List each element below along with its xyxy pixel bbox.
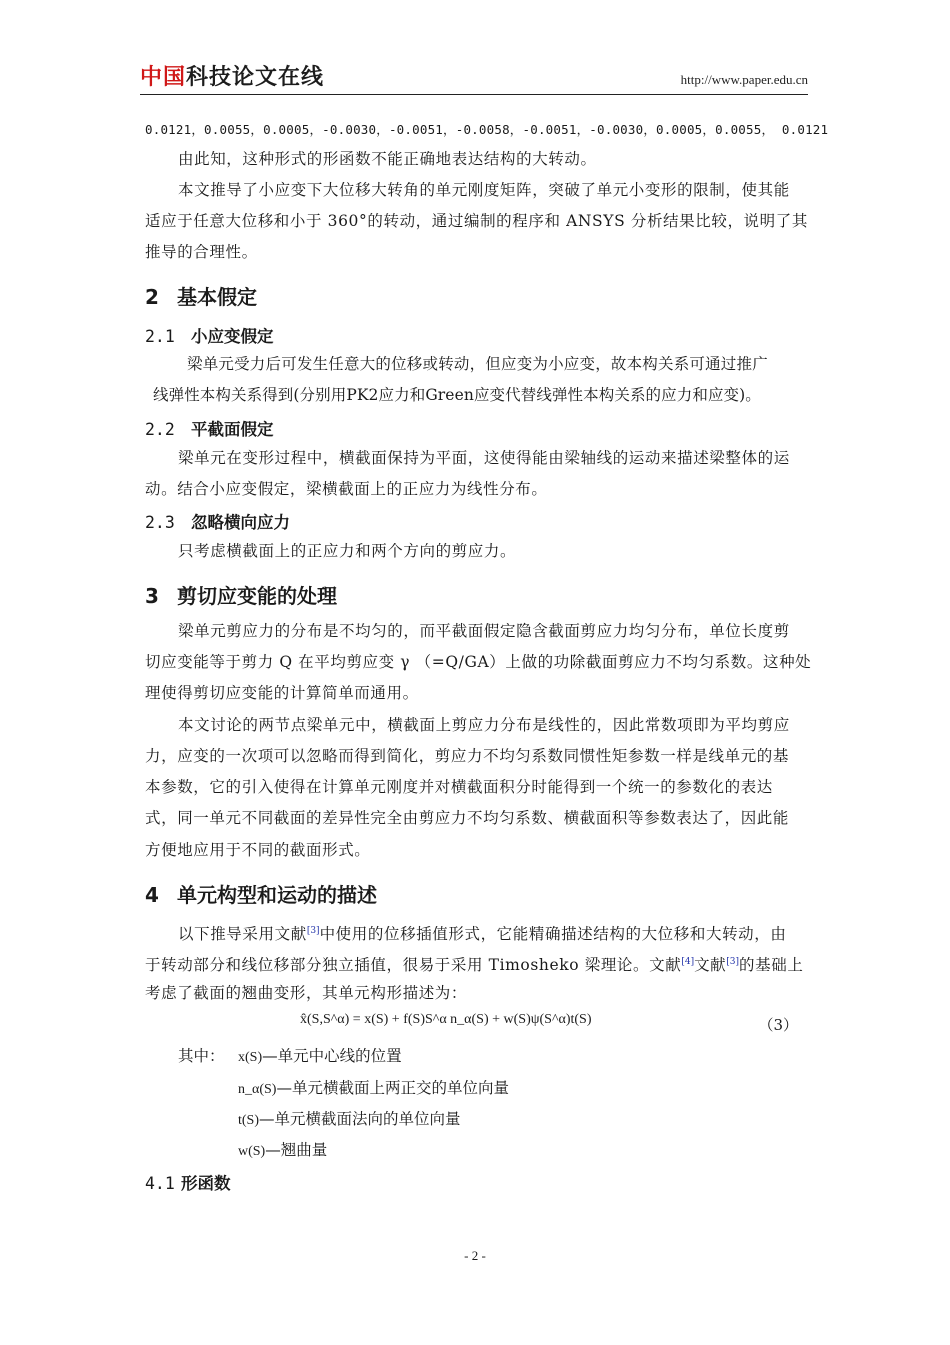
subsection-number: 2.2	[145, 420, 175, 439]
subsection-2-2-heading	[145, 416, 274, 440]
symbol: x(S)	[238, 1050, 263, 1065]
definition-text: —翘曲量	[265, 1141, 328, 1159]
page-number: - 2 -	[464, 1248, 486, 1263]
section-3-paragraph-1-line-3: 理使得剪切应变能的计算简单而通用。	[145, 684, 419, 702]
intro-paragraph-2-line-1: 本文推导了小应变下大位移大转角的单元刚度矩阵，突破了单元小变形的限制，使其能	[178, 181, 790, 199]
subsection-2-1-heading	[145, 323, 274, 347]
subsection-title: 忽略横向应力	[191, 513, 290, 532]
subsection-title: 平截面假定	[191, 420, 274, 439]
journal-logo	[140, 60, 324, 91]
definition-1	[238, 1044, 402, 1066]
symbol: t(S)	[238, 1113, 259, 1128]
text-run: 中使用的位移插值形式，它能精确描述结构的大位移和大转动，由	[319, 925, 787, 943]
section-3-paragraph-2-line-5: 方便地应用于不同的截面形式。	[145, 841, 371, 859]
subsection-title: 小应变假定	[191, 327, 274, 346]
text-run: 于转动部分和线位移部分独立插值，很易于采用 Timosheko 梁理论。文献	[145, 956, 682, 974]
subsection-2-2-line-1: 梁单元在变形过程中，横截面保持为平面，这使得能由梁轴线的运动来描述梁整体的运	[178, 449, 790, 467]
section-3-paragraph-2-line-3: 本参数，它的引入使得在计算单元刚度并对横截面积分时能得到一个统一的参数化的表达	[145, 778, 773, 796]
definitions-label: 其中：	[178, 1047, 225, 1065]
definition-text: —单元横截面上两正交的单位向量	[276, 1079, 509, 1097]
definition-4	[238, 1138, 327, 1160]
definition-text: —单元中心线的位置	[262, 1047, 402, 1065]
section-number: 2	[145, 285, 159, 309]
section-title: 基本假定	[177, 285, 257, 309]
equation-3: x̂(S,S^α) = x(S) + f(S)S^α n_α(S) + w(S)ψ(S^α)t(S)	[300, 1012, 592, 1027]
definition-2	[238, 1076, 509, 1098]
equation-number: （3）	[758, 1016, 798, 1034]
text-run: 的基础上	[739, 956, 804, 974]
subsection-2-2-line-2: 动。结合小应变假定，梁横截面上的正应力为线性分布。	[145, 480, 548, 498]
subsection-number: 2.1	[145, 327, 175, 346]
definition-text: —单元横截面法向的单位向量	[259, 1110, 461, 1128]
subsection-number: 2.3	[145, 513, 175, 532]
subsection-2-3-heading	[145, 509, 290, 533]
citation-ref[interactable]: [3]	[726, 957, 740, 967]
section-4-paragraph-line-3: 考虑了截面的翘曲变形，其单元构形描述为：	[145, 984, 468, 1002]
logo-dark-text: 科技论文在线	[186, 65, 325, 90]
intro-paragraph-2-line-3: 推导的合理性。	[145, 243, 258, 261]
section-number: 4	[145, 883, 159, 907]
section-3-paragraph-2-line-1: 本文讨论的两节点梁单元中，横截面上剪应力分布是线性的，因此常数项即为平均剪应	[178, 716, 790, 734]
section-4-paragraph-line-1	[145, 916, 808, 950]
subsection-2-1-line-2: 线弹性本构关系得到(分别用PK2应力和Green应变代替线弹性本构关系的应力和应变)。	[153, 386, 761, 404]
section-title: 剪切应变能的处理	[177, 584, 337, 608]
section-3-paragraph-1-line-2: 切应变能等于剪力 Q 在平均剪应变 γ （=Q/GA）上做的功除截面剪应力不均匀系数。这种处	[145, 653, 812, 671]
section-title: 单元构型和运动的描述	[177, 883, 377, 907]
header-url[interactable]: http://www.paper.edu.cn	[680, 72, 808, 87]
symbol: n_α(S)	[238, 1082, 277, 1097]
symbol: w(S)	[238, 1144, 266, 1159]
text-run: 文献	[694, 956, 727, 974]
section-3-paragraph-1-line-1: 梁单元剪应力的分布是不均匀的，而平截面假定隐含截面剪应力均匀分布，单位长度剪	[178, 622, 790, 640]
section-3-paragraph-2-line-4: 式，同一单元不同截面的差异性完全由剪应力不均匀系数、横截面积等参数表达了，因此能	[145, 809, 790, 827]
section-4-paragraph-line-2	[145, 947, 808, 981]
subsection-number: 4.1	[145, 1174, 175, 1193]
citation-ref[interactable]: [3]	[306, 926, 320, 936]
section-3-paragraph-2-line-2: 力，应变的一次项可以忽略而得到简化，剪应力不均匀系数同惯性矩参数一样是线单元的基	[145, 747, 790, 765]
definition-3	[238, 1107, 461, 1129]
intro-paragraph-2-line-2: 适应于任意大位移和小于 360°的转动，通过编制的程序和 ANSYS 分析结果比较，说明了其	[145, 212, 808, 230]
citation-ref[interactable]: [4]	[681, 957, 695, 967]
section-3-heading	[145, 580, 337, 609]
section-2-heading	[145, 281, 257, 310]
page-header	[140, 56, 808, 95]
intro-paragraph-1: 由此知，这种形式的形函数不能正确地表达结构的大转动。	[178, 150, 597, 168]
section-number: 3	[145, 584, 159, 608]
subsection-4-1-heading	[145, 1170, 231, 1194]
text-run: 以下推导采用文献	[178, 925, 307, 943]
subsection-2-1-line-1: 梁单元受力后可发生任意大的位移或转动，但应变为小应变，故本构关系可通过推广	[187, 355, 768, 373]
values-line: 0.0121，0.0055，0.0005，-0.0030，-0.0051，-0.0058，-0.0051，-0.0030，0.0005，0.0055， 0.0121	[145, 122, 829, 137]
subsection-2-3-line-1: 只考虑横截面上的正应力和两个方向的剪应力。	[178, 542, 517, 560]
section-4-heading	[145, 879, 377, 908]
logo-red-text: 中国	[140, 65, 187, 90]
subsection-title: 形函数	[181, 1174, 231, 1193]
